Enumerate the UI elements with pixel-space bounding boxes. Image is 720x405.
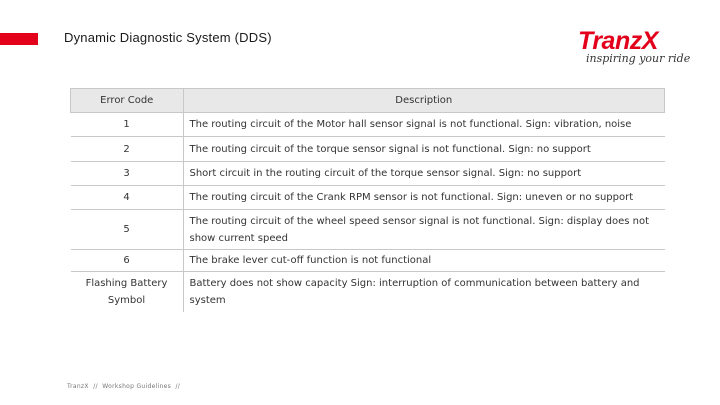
column-header-error-code: Error Code xyxy=(71,89,184,113)
error-code-cell: 3 xyxy=(71,162,184,186)
table-row xyxy=(71,137,665,162)
description-cell: The routing circuit of the Motor hall sensor signal is not functional. Sign: vibration, noise xyxy=(183,113,665,137)
table-row xyxy=(71,162,665,186)
table-row xyxy=(71,272,665,312)
description-cell: The routing circuit of the Crank RPM sensor is not functional. Sign: uneven or no support xyxy=(183,186,665,210)
description-cell: Battery does not show capacity Sign: interruption of communication between battery and system xyxy=(189,277,640,306)
accent-tab xyxy=(0,33,38,45)
error-code-cell: 2 xyxy=(71,137,184,162)
error-code-cell: 5 xyxy=(71,210,184,250)
brand-logo xyxy=(578,27,691,68)
error-code-cell: 4 xyxy=(71,186,184,210)
table-header-row xyxy=(71,89,665,113)
logo-tagline: inspiring your ride xyxy=(586,52,691,65)
error-code-cell: 1 xyxy=(71,113,184,137)
page-title: Dynamic Diagnostic System (DDS) xyxy=(64,30,272,45)
table-row xyxy=(71,113,665,137)
description-cell: The routing circuit of the wheel speed sensor signal is not functional. Sign: display does not show current speed xyxy=(183,210,665,250)
table-row xyxy=(71,250,665,272)
description-cell: The brake lever cut-off function is not functional xyxy=(183,250,665,272)
page-footer: TranzX // Workshop Guidelines // xyxy=(67,383,181,390)
table-row xyxy=(71,186,665,210)
description-cell: Short circuit in the routing circuit of the torque sensor signal. Sign: no support xyxy=(183,162,665,186)
error-code-cell: Flashing Battery Symbol xyxy=(71,272,184,312)
error-code-table xyxy=(70,88,665,312)
logo-wordmark: TranzX xyxy=(578,27,658,55)
description-cell: The routing circuit of the torque sensor signal is not functional. Sign: no support xyxy=(183,137,665,162)
table-row xyxy=(71,210,665,250)
column-header-description: Description xyxy=(183,89,665,113)
error-code-cell: 6 xyxy=(71,250,184,272)
